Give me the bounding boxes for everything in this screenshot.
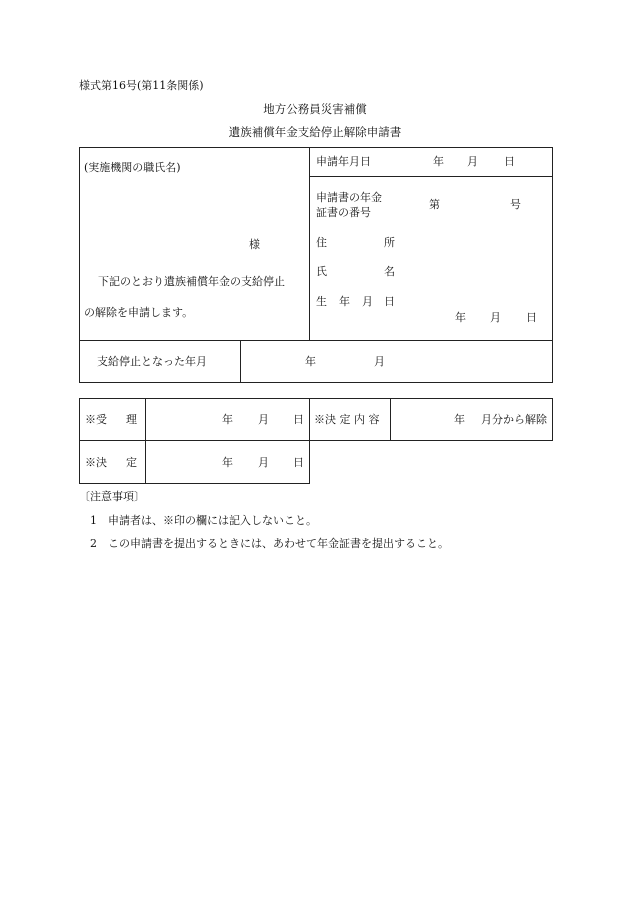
received-day: 日	[293, 413, 304, 426]
stop-row-divider	[79, 340, 553, 341]
decision-content-month-release: 月分から解除	[481, 413, 547, 426]
decision-label-char-1: ※決	[85, 456, 107, 469]
birth-label-char-3: 月	[362, 295, 373, 308]
stop-date-month: 月	[374, 355, 385, 368]
name-label-char-2: 名	[384, 265, 395, 278]
decision-content-label: ※決 定 内 容	[314, 413, 380, 426]
address-label-char-1: 住	[316, 236, 327, 249]
birth-label-char-4: 日	[384, 295, 395, 308]
certificate-label-2: 証書の番号	[316, 206, 371, 219]
birth-date-day: 日	[526, 311, 537, 324]
decision-year: 年	[222, 456, 233, 469]
form-number: 様式第16号(第11条関係)	[79, 79, 204, 92]
stop-date-label: 支給停止となった年月	[97, 355, 207, 368]
note-2-text: この申請書を提出するときには、あわせて年金証書を提出すること。	[108, 537, 449, 550]
note-2-number: 2	[90, 537, 97, 550]
received-label-char-1: ※受	[85, 413, 107, 426]
decision-label-char-2: 定	[126, 456, 137, 469]
birth-label-char-2: 年	[339, 295, 350, 308]
certificate-prefix: 第	[429, 198, 440, 211]
decision-content-year: 年	[454, 413, 465, 426]
received-month: 月	[258, 413, 269, 426]
title-line-1: 地方公務員災害補償	[263, 102, 367, 116]
office-label-divider	[145, 398, 146, 484]
certificate-suffix: 号	[510, 198, 521, 211]
birth-date-year: 年	[455, 311, 466, 324]
notes-heading: 〔注意事項〕	[79, 490, 145, 503]
application-date-year: 年	[433, 155, 444, 168]
address-label-char-2: 所	[384, 236, 395, 249]
decision-day: 日	[293, 456, 304, 469]
agency-label: (実施機関の職氏名)	[84, 161, 181, 174]
decision-month: 月	[258, 456, 269, 469]
stop-row-cell-divider	[240, 340, 241, 383]
application-date-month: 月	[467, 155, 478, 168]
stop-date-year: 年	[305, 355, 316, 368]
note-1-text: 申請者は、※印の欄には記入しないこと。	[108, 514, 317, 527]
title-line-2: 遺族補償年金支給停止解除申請書	[228, 125, 402, 139]
office-use-table-row-2	[79, 440, 310, 484]
date-row-divider	[309, 176, 553, 177]
note-1-number: 1	[90, 514, 97, 527]
statement-line-1: 下記のとおり遺族補償年金の支給停止	[98, 275, 285, 288]
birth-date-month: 月	[490, 311, 501, 324]
certificate-label-1: 申請書の年金	[316, 191, 382, 204]
application-date-day: 日	[504, 155, 515, 168]
application-date-label: 申請年月日	[316, 155, 371, 168]
decision-content-divider	[390, 398, 391, 441]
office-middle-divider	[309, 398, 310, 441]
name-label-char-1: 氏	[316, 265, 327, 278]
received-label-char-2: 理	[126, 413, 137, 426]
statement-line-2: の解除を申請します。	[84, 306, 194, 319]
honorific-sama: 様	[249, 238, 260, 251]
birth-label-char-1: 生	[316, 295, 327, 308]
received-year: 年	[222, 413, 233, 426]
